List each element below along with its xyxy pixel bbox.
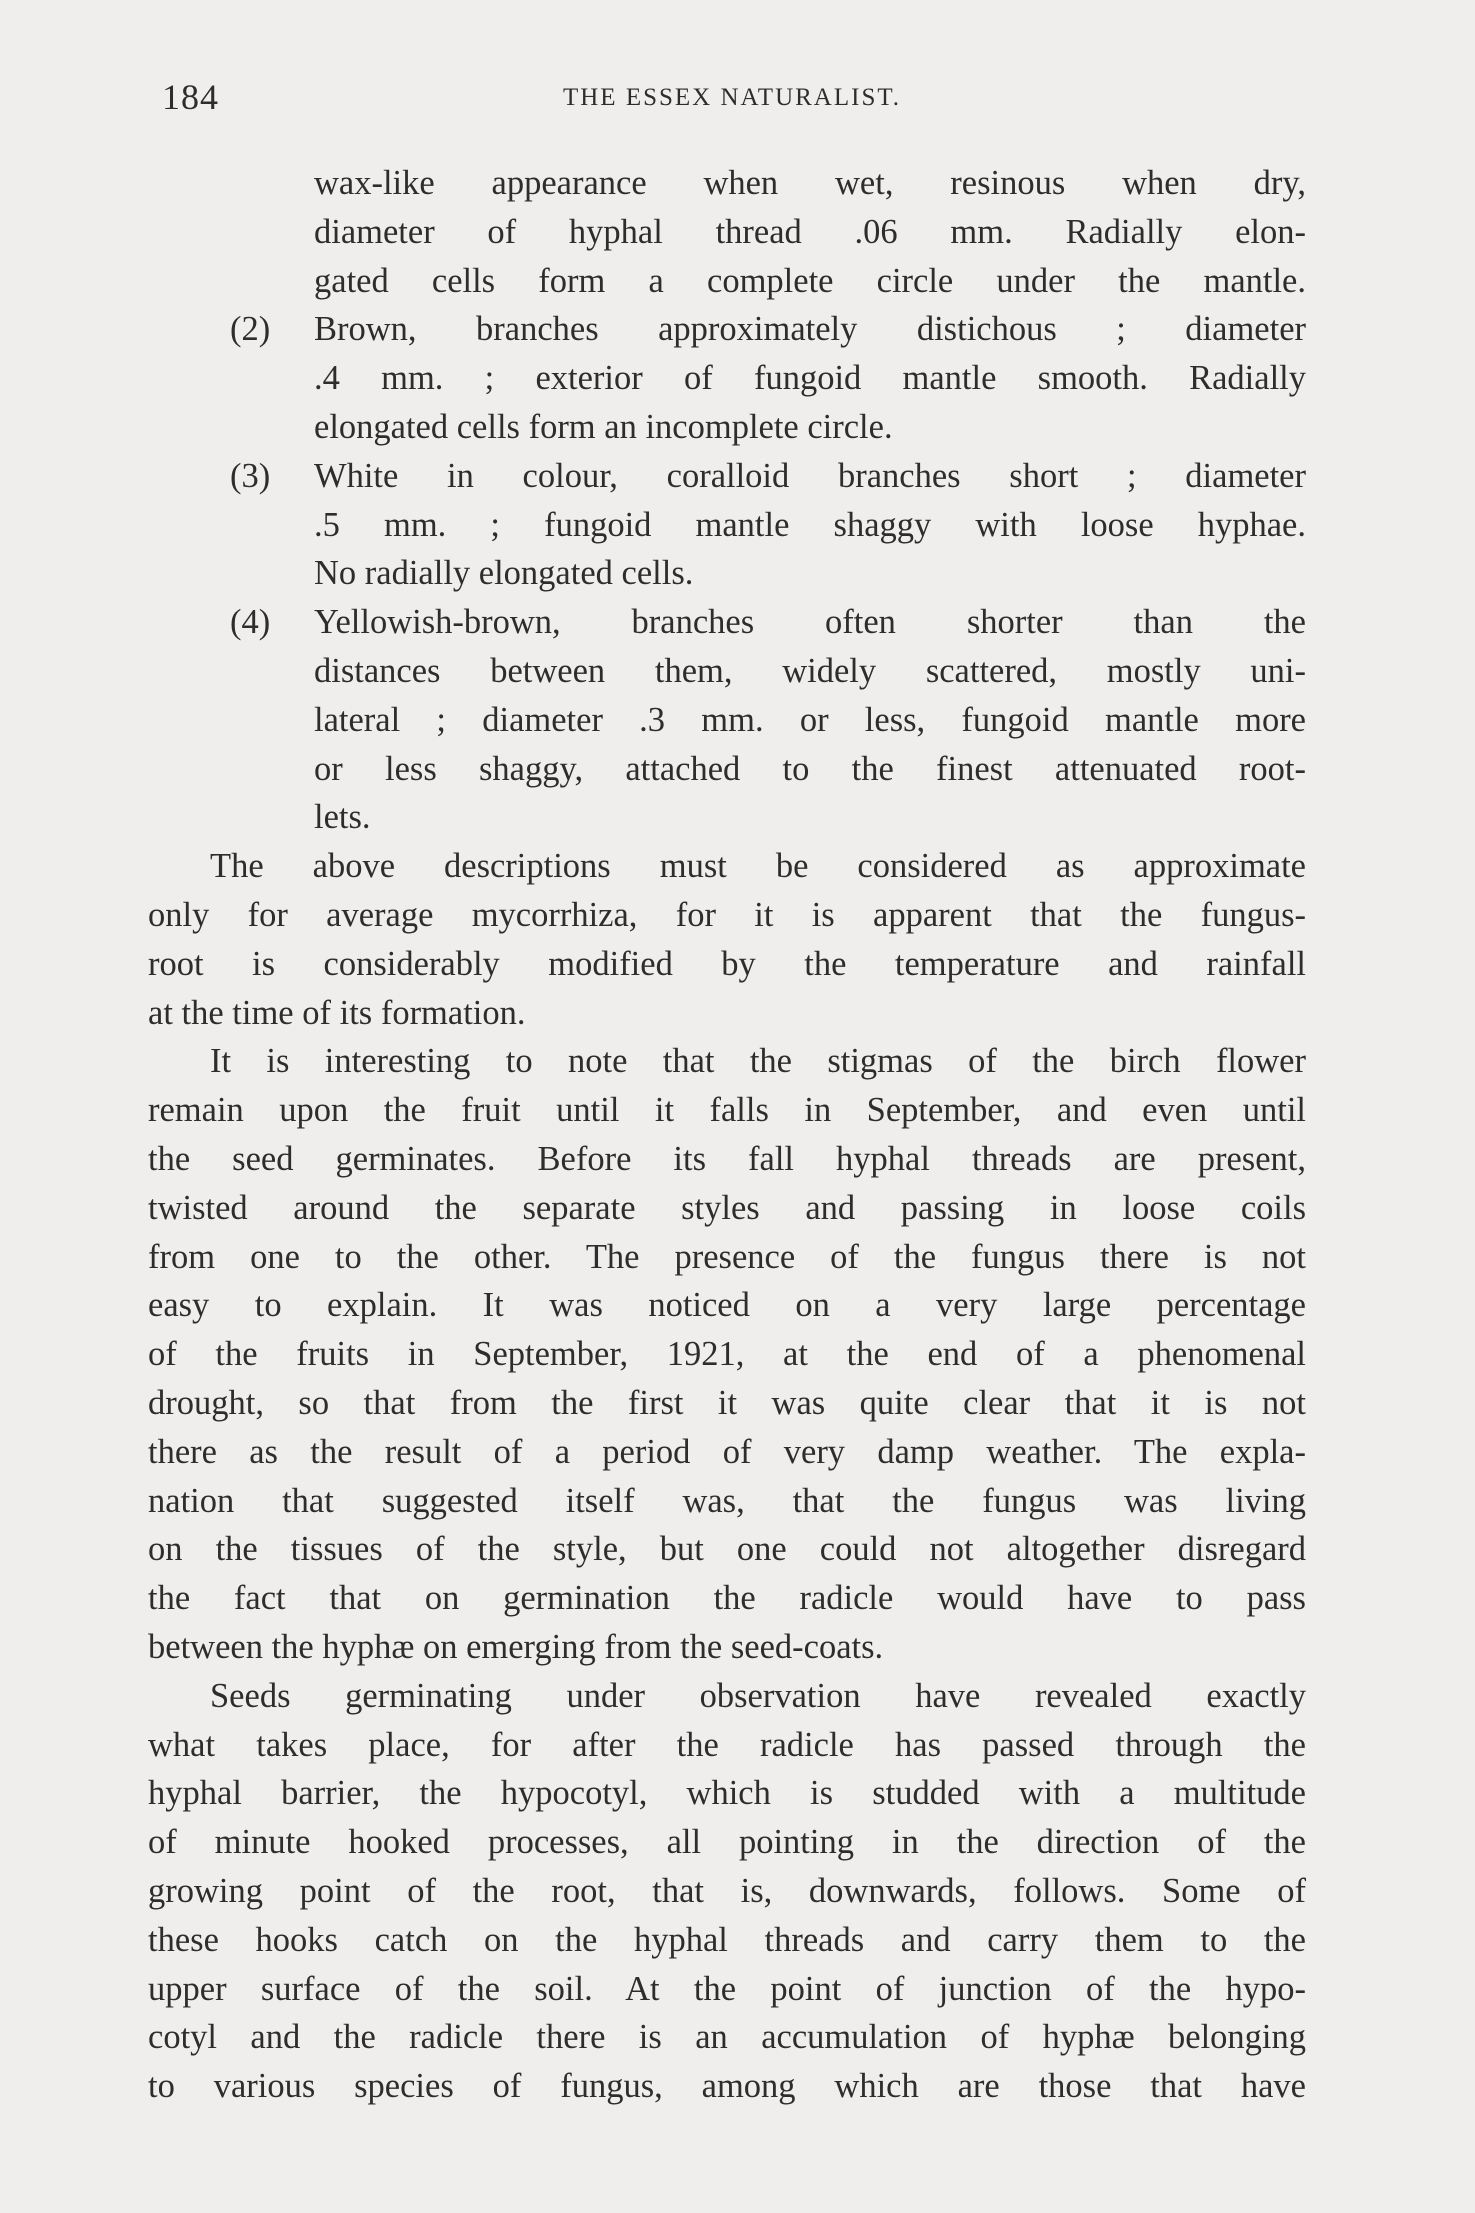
text-line: of minute hooked processes, all pointing in the direction of the [148, 1823, 1306, 1862]
text-line: upper surface of the soil. At the point of junction of the hypo- [148, 1969, 1306, 2008]
text-line: lateral ; diameter .3 mm. or less, fungoid mantle more [314, 700, 1306, 739]
text-line: to various species of fungus, among which are those that have [148, 2067, 1306, 2106]
text-line: remain upon the fruit until it falls in September, and even until [148, 1091, 1306, 1130]
text-line: there as the result of a period of very damp weather. The expla- [148, 1432, 1306, 1471]
text-line: growing point of the root, that is, downwards, follows. Some of [148, 1872, 1306, 1910]
text-line: at the time of its formation. [148, 993, 526, 1032]
list-marker: (2) [230, 310, 271, 349]
text-line: of the fruits in September, 1921, at the end of a phenomenal [148, 1335, 1306, 1374]
text-line: gated cells form a complete circle under the mantle. [314, 261, 1306, 300]
text-line: diameter of hyphal thread .06 mm. Radially elon- [314, 212, 1306, 251]
text-line: White in colour, coralloid branches short ; diameter [314, 456, 1306, 495]
text-line: the fact that on germination the radicle would have to pass [148, 1579, 1306, 1618]
text-line: root is considerably modified by the temperature and rainfall [148, 944, 1306, 983]
text-line: easy to explain. It was noticed on a very large percentage [148, 1286, 1306, 1325]
text-line: Brown, branches approximately distichous ; diameter [314, 310, 1306, 349]
text-line: on the tissues of the style, but one could not altogether disregard [148, 1530, 1306, 1569]
text-line: cotyl and the radicle there is an accumulation of hyphæ belonging [148, 2018, 1306, 2057]
text-line: between the hyphæ on emerging from the seed-coats. [148, 1628, 884, 1666]
text-line: lets. [314, 798, 371, 837]
text-line: nation that suggested itself was, that the fungus was living [148, 1481, 1306, 1520]
text-line: or less shaggy, attached to the finest attenuated root- [314, 749, 1306, 788]
text-line: hyphal barrier, the hypocotyl, which is studded with a multitude [148, 1774, 1306, 1813]
text-line: Seeds germinating under observation have revealed exactly [210, 1676, 1306, 1715]
page-number: 184 [162, 77, 219, 117]
text-line: wax-like appearance when wet, resinous when dry, [314, 164, 1306, 202]
text-line: these hooks catch on the hyphal threads and carry them to the [148, 1920, 1306, 1959]
text-line: the seed germinates. Before its fall hyphal threads are present, [148, 1140, 1306, 1178]
text-line: distances between them, widely scattered, mostly uni- [314, 652, 1306, 690]
text-line: Yellowish-brown, branches often shorter than the [314, 603, 1306, 642]
list-marker: (4) [230, 603, 271, 642]
text-line: elongated cells form an incomplete circle. [314, 408, 893, 446]
text-line: what takes place, for after the radicle has passed through the [148, 1725, 1306, 1764]
list-marker: (3) [230, 456, 271, 495]
text-line: .4 mm. ; exterior of fungoid mantle smooth. Radially [314, 359, 1306, 398]
text-line: only for average mycorrhiza, for it is apparent that the fungus- [148, 896, 1306, 934]
page-header [162, 72, 1302, 122]
text-line: No radially elongated cells. [314, 554, 694, 593]
text-line: from one to the other. The presence of the fungus there is not [148, 1237, 1306, 1276]
running-head: THE ESSEX NATURALIST. [562, 84, 902, 111]
text-line: The above descriptions must be considered as approximate [210, 847, 1306, 886]
text-line: It is interesting to note that the stigmas of the birch flower [210, 1042, 1306, 1081]
text-line: drought, so that from the first it was quite clear that it is not [148, 1384, 1306, 1422]
text-line: twisted around the separate styles and passing in loose coils [148, 1188, 1306, 1227]
text-line: .5 mm. ; fungoid mantle shaggy with loose hyphae. [314, 505, 1306, 544]
